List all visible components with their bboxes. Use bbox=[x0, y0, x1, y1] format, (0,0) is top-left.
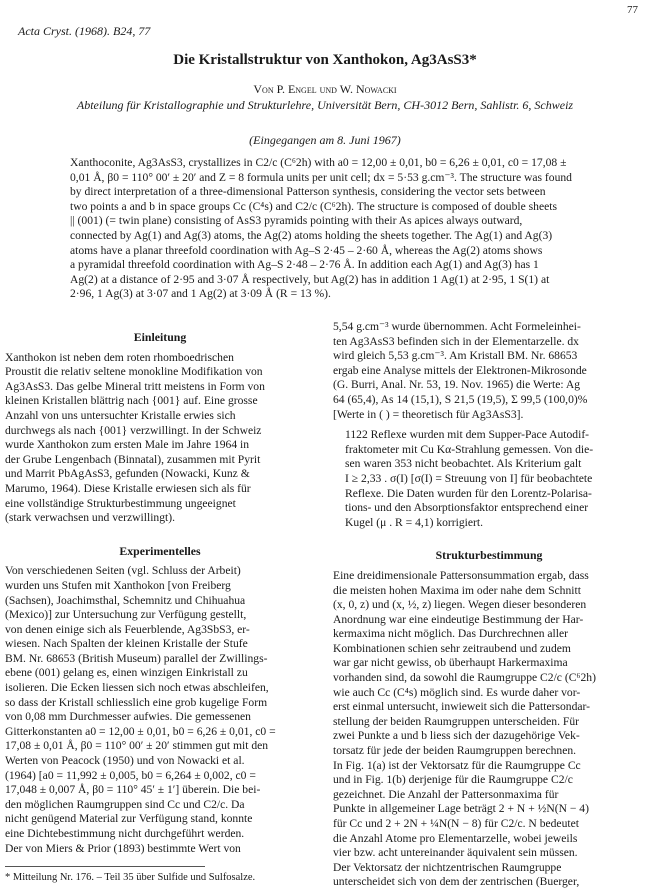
text-line: wurden uns Stufen mit Xanthokon [von Freiberg bbox=[5, 578, 231, 592]
journal-reference: Acta Cryst. (1968). B24, 77 bbox=[18, 24, 151, 38]
text-line: 2·96, 1 Ag(3) at 3·07 and 1 Ag(2) at 3·09 Å (R = 13 %). bbox=[70, 287, 331, 301]
text-line: die Anzahl Atome pro Elementarzelle, wobei jeweils bbox=[333, 831, 578, 845]
text-line: atoms have a planar threefold coordination with Ag–S 2·45 – 2·60 Å, whereas the Ag(2) atoms shows bbox=[70, 243, 543, 257]
text-line: Kugel (μ . R = 4,1) korrigiert. bbox=[345, 515, 484, 529]
text-line: Ag(2) at a distance of 2·95 and 3·07 Å respectively, but Ag(2) has in addition 1 Ag(1) at 2·95, 1 S(1) at bbox=[70, 272, 550, 286]
received-date: (Eingegangen am 8. Juni 1967) bbox=[249, 133, 401, 147]
text-line: erst einmal untersucht, inwieweit sich die Pattersondar- bbox=[333, 700, 591, 714]
text-line: Marumo, 1964). Diese Kristalle erwiesen sich als für bbox=[5, 481, 251, 495]
text-line: sen waren 353 nicht beobachtet. Als Kriterium galt bbox=[345, 457, 582, 471]
text-line: 1122 Reflexe wurden mit dem Supper-Pace Autodif- bbox=[345, 428, 590, 442]
section-heading-einleitung: Einleitung bbox=[133, 330, 187, 344]
text-line: || (001) (= twin plane) consisting of AsS3 pyramids pointing with their As apices always outward, bbox=[70, 214, 523, 228]
text-line: Der von Miers & Prior (1893) bestimmte Wert von bbox=[5, 841, 241, 855]
text-line: [Werte in ( ) = theoretisch für Ag3AsS3]. bbox=[333, 407, 524, 421]
text-line: 0,01 Å, β0 = 110° 00′ ± 20′ and Z = 8 formula units per unit cell; dx = 5·53 g.cm⁻³. The structure was found bbox=[70, 170, 572, 184]
text-line: wiesen. Nach Spalten der kleinen Kristalle der Stufe bbox=[5, 637, 248, 651]
text-line: Von verschiedenen Seiten (vgl. Schluss der Arbeit) bbox=[5, 564, 241, 578]
text-line: und Marrit PbAgAsS3, gefunden (Nowacki, Kunz & bbox=[5, 467, 250, 481]
left-column bbox=[5, 330, 315, 856]
text-line: Reflexe. Die Daten wurden für den Lorentz-Polarisa- bbox=[345, 486, 592, 500]
text-line: Anordnung war eine eindeutige Bestimmung der Har- bbox=[333, 612, 584, 626]
text-line: nicht genügend Material zur Verfügung stand, konnte bbox=[5, 812, 253, 826]
text-line: so dass der Kristall schliesslich eine grob kugelige Form bbox=[5, 695, 268, 709]
experimental-paragraph bbox=[5, 564, 315, 856]
text-line: Werten von Peacock (1950) und von Nowacki et al. bbox=[5, 754, 245, 768]
text-line: und in Fig. 1(b) derjenige für die Raumgruppe C2/c bbox=[333, 773, 573, 787]
structure-paragraph bbox=[333, 569, 645, 890]
text-line: stellung der beiden Raumgruppen unterscheiden. Für bbox=[333, 714, 579, 728]
right-column bbox=[333, 320, 645, 890]
text-line: 17,08 ± 0,01 Å, β0 = 110° 00′ ± 20′ stimmen gut mit den bbox=[5, 739, 269, 753]
footnote-rule bbox=[5, 866, 205, 867]
text-line: wurde Xanthokon zum ersten Male im Jahre 1964 in bbox=[5, 438, 250, 452]
text-line: Kombinationen schien sehr zeitraubend und zudem bbox=[333, 641, 571, 655]
text-line: (Sachsen), Joachimsthal, Schemnitz und Chihuahua bbox=[5, 593, 246, 607]
abstract bbox=[70, 156, 590, 302]
text-line: ebene (001) gelang es, einen winzigen Einkristall zu bbox=[5, 666, 248, 680]
text-line: kleinen Kristallen blättrig nach {001} auf. Eine grosse bbox=[5, 394, 258, 408]
text-line: isolieren. Die Ecken liessen sich noch etwas abschleifen, bbox=[5, 681, 269, 695]
text-line: 17,048 ± 0,007 Å, β0 = 110° 45′ ± 1′] überein. Die bei- bbox=[5, 783, 261, 797]
page-number: 77 bbox=[627, 4, 638, 16]
text-line: ergab eine Analyse mittels der Elektronen-Mikrosonde bbox=[333, 363, 587, 377]
text-line: (stark verwachsen und verzwillingt). bbox=[5, 511, 175, 525]
text-line: vier bzw. acht untereinander äquivalent sein müssen. bbox=[333, 846, 578, 860]
text-line: unterscheidet sich von dem der zentrischen (Buerger, bbox=[333, 875, 580, 889]
text-line: kermaxima nicht möglich. Das Durchrechnen aller bbox=[333, 627, 569, 641]
text-line: gezeichnet. Die Anzahl der Pattersonmaxima für bbox=[333, 787, 559, 801]
text-line: (x, 0, z) und (x, ½, z) liegen. Wegen dieser besonderen bbox=[333, 598, 587, 612]
text-line: I ≥ 2,33 . σ(I) [σ(I) = Streuung von I] für beobachtete bbox=[345, 471, 593, 485]
footnote: * Mitteilung Nr. 176. – Teil 35 über Sulfide und Sulfosalze. bbox=[5, 872, 256, 883]
text-line: zwei Punkte a und b liess sich der dazugehörige Vek- bbox=[333, 729, 580, 743]
density-paragraph bbox=[333, 320, 645, 422]
reflections-paragraph bbox=[333, 428, 645, 530]
text-line: durchwegs als nach {001} verzwillingt. In der Schweiz bbox=[5, 423, 262, 437]
text-line: In Fig. 1(a) ist der Vektorsatz für die Raumgruppe Cc bbox=[333, 758, 581, 772]
text-line: Der Vektorsatz der nichtzentrischen Raumgruppe bbox=[333, 860, 562, 874]
affiliation: Abteilung für Kristallographie und Strukturlehre, Universität Bern, CH-3012 Bern, Sahlistr. 6, Schweiz bbox=[76, 98, 574, 112]
text-line: wie auch Cc (C⁴s) möglich sind. Es wurde daher vor- bbox=[333, 685, 581, 699]
text-line: vorhanden sind, da sowohl die Raumgruppe C2/c (C⁶2h) bbox=[333, 671, 596, 685]
text-line: war gar nicht gewiss, ob überhaupt Harkermaxima bbox=[333, 656, 568, 670]
text-line: den möglichen Raumgruppen sind Cc und C2/c. Da bbox=[5, 797, 245, 811]
section-heading-strukturbestimmung: Strukturbestimmung bbox=[435, 548, 543, 563]
section-heading-experimentelles: Experimentelles bbox=[119, 543, 201, 558]
text-line: 64 (65,4), As 14 (15,1), S 21,5 (19,5), Σ 99,5 (100,0)% bbox=[333, 392, 588, 406]
text-line: ten Ag3AsS3 befinden sich in der Elementarzelle. dx bbox=[333, 334, 579, 348]
text-line: Eine dreidimensionale Pattersonsummation ergab, dass bbox=[333, 568, 589, 582]
text-line: eine vollständige Strukturbestimmung ungeeignet bbox=[5, 496, 236, 510]
text-line: Xanthoconite, Ag3AsS3, crystallizes in C2/c (C⁶2h) with a0 = 12,00 ± 0,01, b0 = 6,26 ± 0,01, c0 = 17,08 ± bbox=[70, 156, 567, 169]
text-line: Ag3AsS3. Das gelbe Mineral tritt meistens in Form von bbox=[5, 379, 265, 393]
text-line: 5,54 g.cm⁻³ wurde übernommen. Acht Formeleinhei- bbox=[333, 320, 581, 333]
text-line: two points a and b in space groups Cc (C⁴s) and C2/c (C⁶2h). The structure is composed of double sheets bbox=[70, 199, 557, 213]
text-line: torsatz für jede der beiden Raumgruppen berechnen. bbox=[333, 744, 577, 758]
text-line: by direct interpretation of a three-dimensional Patterson synthesis, considering the vector sets between bbox=[70, 185, 546, 199]
text-line: für Cc und 2 + 2N + ¼N(N − 8) für C2/c. N bedeutet bbox=[333, 817, 579, 830]
text-line: Gitterkonstanten a0 = 12,00 ± 0,01, b0 = 6,26 ± 0,01, c0 = bbox=[5, 724, 276, 738]
text-line: (Mexico)] zur Untersuchung zur Verfügung gestellt, bbox=[5, 608, 247, 622]
text-line: a pyramidal threefold coordination with Ag–S 2·48 – 2·76 Å. In addition each Ag(1) and Ag(3) has 1 bbox=[70, 258, 539, 272]
text-line: die meisten hohen Maxima im oder nahe dem Schnitt bbox=[333, 583, 581, 597]
text-line: der Grube Lengenbach (Binnatal), zusammen mit Pyrit bbox=[5, 452, 261, 466]
text-line: tions- und den Absorptionsfaktor entsprechend einer bbox=[345, 501, 589, 515]
text-line: connected by Ag(1) and Ag(3) atoms, the Ag(2) atoms holding the sheets together. The Ag(1) and Ag(3) bbox=[70, 228, 553, 242]
author-line: Von P. Engel und W. Nowacki bbox=[253, 82, 397, 96]
text-line: eine Dichtebestimmung nicht durchgeführt werden. bbox=[5, 827, 245, 840]
text-line: (1964) [a0 = 11,992 ± 0,005, b0 = 6,264 ± 0,002, c0 = bbox=[5, 768, 256, 782]
text-line: Punkte in allgemeiner Lage beträgt 2 + N + ½N(N − 4) bbox=[333, 802, 589, 816]
paper-title: Die Kristallstruktur von Xanthokon, Ag3AsS3* bbox=[173, 52, 477, 68]
text-line: fraktometer mit Cu Kα-Strahlung gemessen. Von die- bbox=[345, 442, 594, 456]
intro-paragraph bbox=[5, 351, 315, 526]
text-line: Xanthokon ist neben dem roten rhomboedrischen bbox=[5, 350, 234, 364]
text-line: BM. Nr. 68653 (British Museum) parallel der Zwillings- bbox=[5, 651, 268, 665]
text-line: von 0,08 mm Durchmesser aufwies. Die gemessenen bbox=[5, 710, 251, 724]
text-line: (G. Burri, Anal. Nr. 53, 19. Nov. 1965) die Werte: Ag bbox=[333, 378, 581, 392]
text-line: Anzahl von uns untersuchter Kristalle erwies sich bbox=[5, 408, 236, 422]
text-line: wird gleich 5,53 g.cm⁻³. Am Kristall BM. Nr. 68653 bbox=[333, 349, 578, 363]
text-line: von denen einige sich als Feuerblende, Ag3SbS3, er- bbox=[5, 622, 250, 636]
text-line: Proustit die relativ seltene monokline Modifikation von bbox=[5, 365, 263, 379]
